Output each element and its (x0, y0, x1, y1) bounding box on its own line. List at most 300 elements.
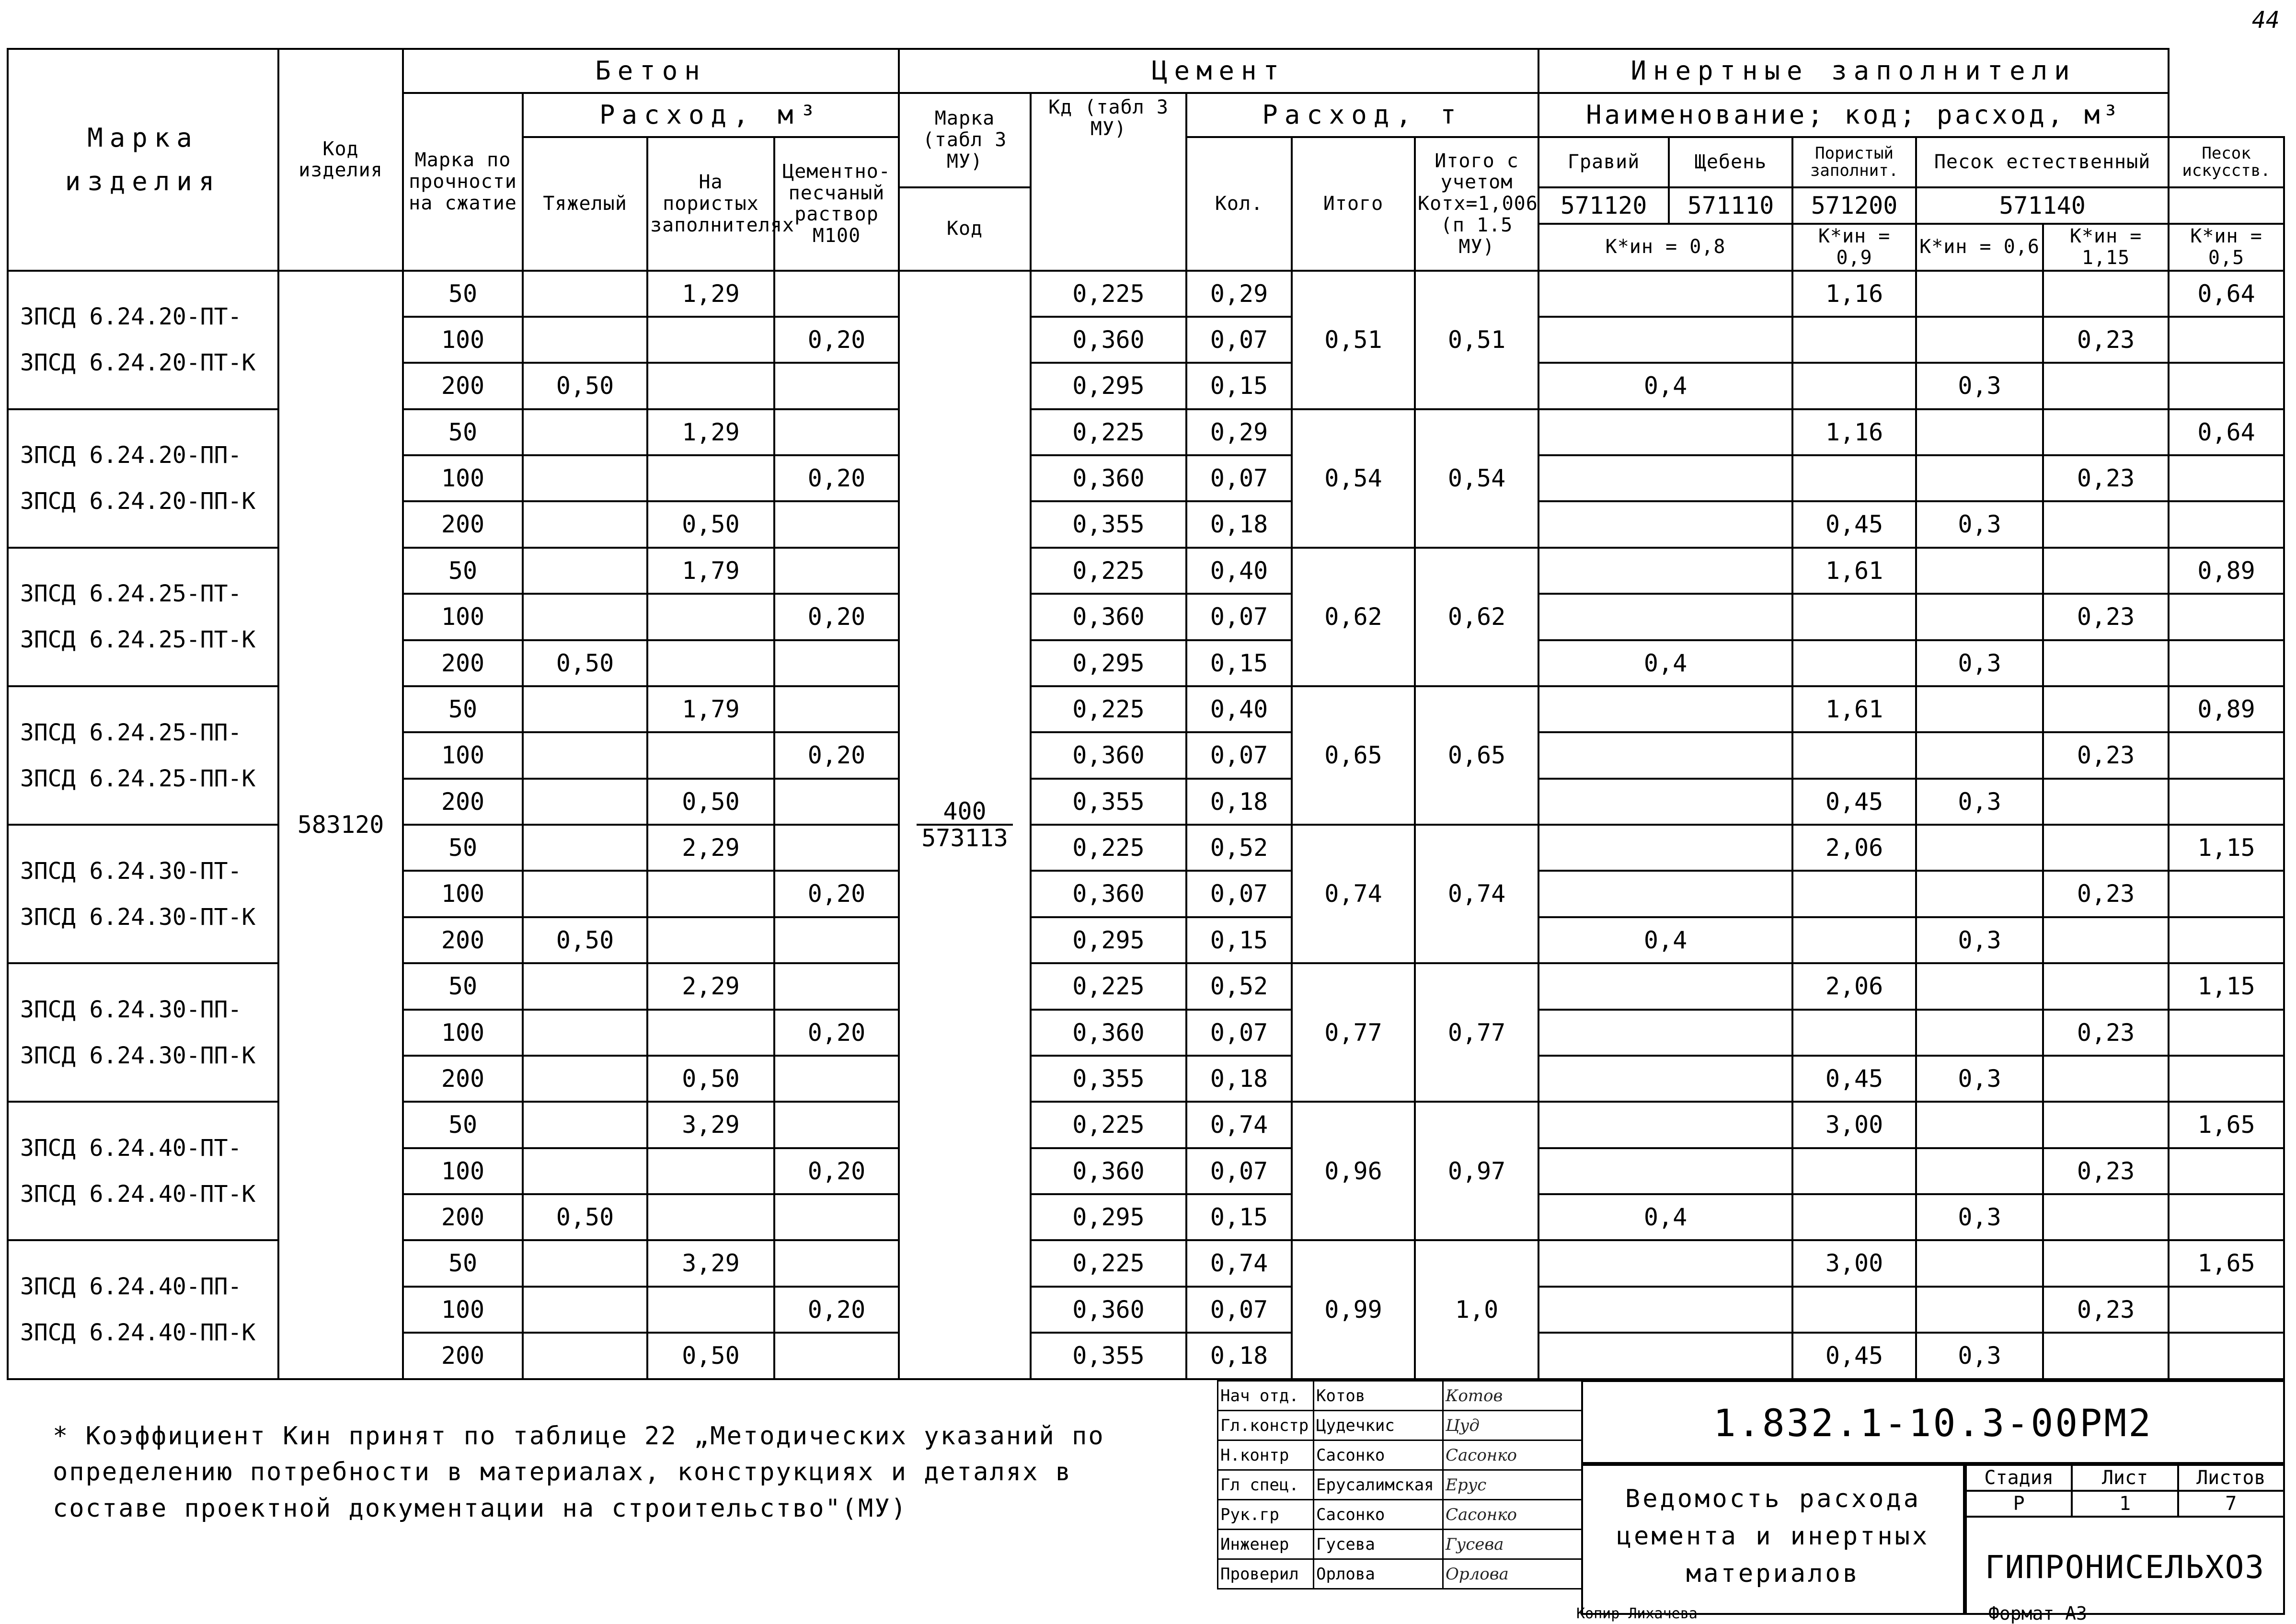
mortar-m100 (774, 640, 899, 686)
kd-value: 0,225 (1031, 686, 1186, 732)
strength-grade: 100 (403, 732, 523, 778)
cement-quantity: 0,07 (1186, 594, 1292, 640)
footnote-text: Коэффициент Кин принят по таблице 22 „Методических указаний по определению потребности в материалах, конструкциях и деталях в составе проектной документации на строительство"(МУ) (53, 1422, 1105, 1523)
gravel-crushed-value (1538, 825, 1792, 871)
porous-concrete (647, 640, 774, 686)
signature-role: Инженер (1218, 1530, 1314, 1559)
product-mark-line: 3ПСД 6.24.20-ПТ-К (20, 349, 256, 377)
sand-115-value: 0,23 (2043, 317, 2169, 363)
gravel-crushed-value (1538, 871, 1792, 917)
product-mark (8, 686, 278, 825)
sand-art-value (2169, 640, 2284, 686)
copier-note: Копир Лихачева (1576, 1605, 1698, 1622)
sand-art-value: 1,15 (2169, 825, 2284, 871)
signature-sign: Ерус (1443, 1470, 1582, 1500)
cement-quantity: 0,18 (1186, 1333, 1292, 1379)
porous-fill-value (1792, 317, 1916, 363)
sand-115-value (2043, 548, 2169, 594)
gravel-crushed-value (1538, 686, 1792, 732)
product-mark (8, 1240, 278, 1379)
strength-grade: 100 (403, 1287, 523, 1333)
header-col: Кол. (1186, 137, 1292, 270)
header-beton-rashod: Расход, м³ (523, 93, 899, 137)
sand-06-value (1916, 1148, 2043, 1194)
heavy-concrete (523, 594, 647, 640)
cement-quantity: 0,15 (1186, 363, 1292, 409)
product-mark-line: 3ПСД 6.24.25-ПТ-К (20, 626, 256, 654)
sand-art-value: 1,65 (2169, 1240, 2284, 1286)
materials-table (7, 48, 2285, 1380)
sand-115-value: 0,23 (2043, 1010, 2169, 1056)
porous-fill-value: 3,00 (1792, 1240, 1916, 1286)
gravel-crushed-value (1538, 317, 1792, 363)
sand-06-value: 0,3 (1916, 501, 2043, 547)
mortar-m100 (774, 548, 899, 594)
strength-grade: 200 (403, 917, 523, 963)
kd-value: 0,295 (1031, 640, 1186, 686)
product-mark-line: 3ПСД 6.24.30-ПТ-К (20, 903, 256, 931)
sand-art-value (2169, 1010, 2284, 1056)
cement-total-k: 0,77 (1415, 963, 1538, 1102)
gravel-crushed-value (1538, 1010, 1792, 1056)
cement-mark-fraction (917, 799, 1013, 851)
signature-sign: Орлова (1443, 1559, 1582, 1589)
porous-concrete (647, 917, 774, 963)
kd-value: 0,225 (1031, 548, 1186, 594)
k-gravel-crushed: К*ин = 0,8 (1538, 224, 1792, 271)
porous-fill-value (1792, 1194, 1916, 1240)
porous-fill-value (1792, 732, 1916, 778)
sand-art-value: 0,89 (2169, 686, 2284, 732)
porous-concrete: 3,29 (647, 1102, 774, 1148)
product-mark (8, 409, 278, 548)
mortar-m100 (774, 963, 899, 1009)
heavy-concrete (523, 548, 647, 594)
strength-grade: 200 (403, 1194, 523, 1240)
gravel-crushed-value (1538, 271, 1792, 317)
product-code: 583120 (278, 271, 403, 1379)
signature-role: Гл.констр (1218, 1411, 1314, 1440)
gravel-crushed-value (1538, 501, 1792, 547)
sand-115-value: 0,23 (2043, 1287, 2169, 1333)
sand-115-value: 0,23 (2043, 1148, 2169, 1194)
mortar-m100: 0,20 (774, 455, 899, 501)
porous-concrete (647, 317, 774, 363)
porous-fill-value: 1,16 (1792, 409, 1916, 455)
sand-115-value (2043, 409, 2169, 455)
cement-quantity: 0,40 (1186, 548, 1292, 594)
porous-concrete: 1,79 (647, 548, 774, 594)
gravel-crushed-value (1538, 1287, 1792, 1333)
mortar-m100: 0,20 (774, 317, 899, 363)
heavy-concrete (523, 1056, 647, 1102)
cement-quantity: 0,18 (1186, 1056, 1292, 1102)
porous-concrete (647, 594, 774, 640)
cement-total-k: 0,74 (1415, 825, 1538, 963)
cement-quantity: 0,74 (1186, 1102, 1292, 1148)
header-mortar: Цементно-песчаный раствор М100 (774, 137, 899, 270)
sand-06-value (1916, 871, 2043, 917)
strength-grade: 50 (403, 409, 523, 455)
sand-06-value (1916, 1287, 2043, 1333)
mortar-m100: 0,20 (774, 1010, 899, 1056)
sand-06-value: 0,3 (1916, 1333, 2043, 1379)
heavy-concrete (523, 686, 647, 732)
porous-concrete: 0,50 (647, 1056, 774, 1102)
heavy-concrete (523, 825, 647, 871)
header-itogo-k: Итого с учетом Котх=1,006 (п 1.5 МУ) (1415, 137, 1538, 270)
k-sand-art: К*ин = 0,5 (2169, 224, 2284, 271)
strength-grade: 50 (403, 825, 523, 871)
gravel-crushed-value (1538, 409, 1792, 455)
gravel-crushed-value: 0,4 (1538, 1194, 1792, 1240)
heavy-concrete: 0,50 (523, 1194, 647, 1240)
gravel-crushed-value (1538, 779, 1792, 825)
sand-115-value (2043, 686, 2169, 732)
header-porous-fill: Пористый заполнит. (1792, 137, 1916, 187)
porous-fill-value: 0,45 (1792, 779, 1916, 825)
kd-value: 0,360 (1031, 732, 1186, 778)
signature-role: Н.контр (1218, 1440, 1314, 1470)
header-sand-natural: Песок естественный (1916, 137, 2169, 187)
cement-total-k: 0,62 (1415, 548, 1538, 686)
cement-quantity: 0,07 (1186, 732, 1292, 778)
heavy-concrete (523, 871, 647, 917)
heavy-concrete (523, 732, 647, 778)
mortar-m100 (774, 825, 899, 871)
porous-fill-value: 1,61 (1792, 686, 1916, 732)
porous-fill-value (1792, 1148, 1916, 1194)
signature-sign: Котов (1443, 1381, 1582, 1411)
gravel-crushed-value (1538, 732, 1792, 778)
kd-value: 0,360 (1031, 594, 1186, 640)
porous-concrete: 3,29 (647, 1240, 774, 1286)
gravel-crushed-value (1538, 1240, 1792, 1286)
cement-quantity: 0,07 (1186, 317, 1292, 363)
porous-fill-value: 0,45 (1792, 1056, 1916, 1102)
mortar-m100 (774, 686, 899, 732)
gravel-crushed-value (1538, 1333, 1792, 1379)
cement-total: 0,65 (1292, 686, 1415, 825)
strength-grade: 100 (403, 1010, 523, 1056)
header-heavy: Тяжелый (523, 137, 647, 270)
cement-quantity: 0,07 (1186, 871, 1292, 917)
signature-name: Цудечкис (1314, 1411, 1443, 1440)
gravel-crushed-value (1538, 1148, 1792, 1194)
product-mark-line: 3ПСД 6.24.20-ПП- (20, 442, 242, 469)
mortar-m100 (774, 1333, 899, 1379)
page-number: 44 (2252, 7, 2280, 34)
kd-value: 0,360 (1031, 871, 1186, 917)
sand-115-value (2043, 1240, 2169, 1286)
header-beton: Бетон (403, 49, 899, 93)
sand-06-value (1916, 963, 2043, 1009)
sand-115-value (2043, 1056, 2169, 1102)
mortar-m100 (774, 271, 899, 317)
porous-fill-value (1792, 640, 1916, 686)
sand-115-value: 0,23 (2043, 871, 2169, 917)
kd-value: 0,360 (1031, 455, 1186, 501)
porous-concrete: 1,79 (647, 686, 774, 732)
sand-art-value: 1,15 (2169, 963, 2284, 1009)
heavy-concrete (523, 963, 647, 1009)
heavy-concrete (523, 1287, 647, 1333)
format-note: Формат А3 (1988, 1603, 2087, 1624)
strength-grade: 200 (403, 1056, 523, 1102)
porous-concrete: 0,50 (647, 501, 774, 547)
sand-art-value (2169, 501, 2284, 547)
cement-quantity: 0,29 (1186, 271, 1292, 317)
organization: ГИПРОНИСЕЛЬХОЗ (1965, 1516, 2285, 1615)
cement-mark-code (899, 271, 1031, 1379)
product-mark-line: 3ПСД 6.24.40-ПТ- (20, 1134, 242, 1162)
sand-06-value: 0,3 (1916, 363, 2043, 409)
sand-art-value (2169, 317, 2284, 363)
header-cement: Цемент (899, 49, 1538, 93)
kd-value: 0,295 (1031, 363, 1186, 409)
strength-grade: 200 (403, 363, 523, 409)
table-row (8, 271, 2284, 317)
title-block (1217, 1380, 2285, 1615)
sand-06-value: 0,3 (1916, 640, 2043, 686)
header-mark: Марка изделия (8, 49, 278, 271)
gravel-crushed-value (1538, 1056, 1792, 1102)
cement-quantity: 0,52 (1186, 825, 1292, 871)
product-mark-line: 3ПСД 6.24.20-ПТ- (20, 303, 242, 331)
strength-grade: 200 (403, 501, 523, 547)
strength-grade: 100 (403, 455, 523, 501)
cement-mark-value: 400 (917, 799, 1013, 826)
sand-art-value: 0,64 (2169, 409, 2284, 455)
cement-total: 0,99 (1292, 1240, 1415, 1379)
header-cement-code: Код (899, 187, 1031, 270)
strength-grade: 50 (403, 686, 523, 732)
kd-value: 0,295 (1031, 917, 1186, 963)
mortar-m100 (774, 917, 899, 963)
porous-fill-value (1792, 871, 1916, 917)
porous-concrete (647, 871, 774, 917)
sand-art-value (2169, 871, 2284, 917)
signature-sign: Сасонко (1443, 1500, 1582, 1530)
strength-grade: 50 (403, 963, 523, 1009)
heavy-concrete (523, 779, 647, 825)
doc-title: Ведомость расхода цемента и инертных материалов (1581, 1464, 1965, 1615)
footnote-star: * (53, 1422, 69, 1451)
mortar-m100 (774, 1056, 899, 1102)
mortar-m100: 0,20 (774, 871, 899, 917)
gravel-crushed-value (1538, 548, 1792, 594)
porous-concrete (647, 1194, 774, 1240)
product-mark-line: 3ПСД 6.24.40-ПП- (20, 1273, 242, 1301)
cement-code-value: 573113 (921, 824, 1008, 852)
header-cement-rashod: Расход, т (1186, 93, 1538, 137)
header-inert: Инертные заполнители (1538, 49, 2169, 93)
signature-name: Сасонко (1314, 1440, 1443, 1470)
signature-role: Нач отд. (1218, 1381, 1314, 1411)
product-mark-line: 3ПСД 6.24.30-ПП-К (20, 1042, 256, 1069)
kd-value: 0,225 (1031, 963, 1186, 1009)
cement-quantity: 0,40 (1186, 686, 1292, 732)
mortar-m100 (774, 501, 899, 547)
porous-fill-value (1792, 455, 1916, 501)
sand-art-value (2169, 1287, 2284, 1333)
heavy-concrete (523, 409, 647, 455)
sand-06-value: 0,3 (1916, 917, 2043, 963)
gravel-crushed-value (1538, 963, 1792, 1009)
product-mark (8, 548, 278, 686)
mortar-m100: 0,20 (774, 594, 899, 640)
cement-quantity: 0,18 (1186, 501, 1292, 547)
kd-value: 0,360 (1031, 1287, 1186, 1333)
cement-quantity: 0,15 (1186, 917, 1292, 963)
porous-concrete (647, 363, 774, 409)
header-beton-strength: Марка по прочности на сжатие (403, 93, 523, 270)
product-mark-line: 3ПСД 6.24.40-ПП-К (20, 1319, 256, 1347)
strength-grade: 100 (403, 317, 523, 363)
cement-quantity: 0,07 (1186, 1010, 1292, 1056)
mortar-m100 (774, 363, 899, 409)
sand-115-value (2043, 963, 2169, 1009)
sand-06-value (1916, 271, 2043, 317)
sand-115-value: 0,23 (2043, 455, 2169, 501)
sand-06-value (1916, 317, 2043, 363)
header-itogo: Итого (1292, 137, 1415, 270)
porous-concrete: 0,50 (647, 1333, 774, 1379)
heavy-concrete (523, 501, 647, 547)
doc-code: 1.832.1-10.3-00РМ2 (1581, 1380, 2285, 1464)
sand-06-value: 0,3 (1916, 779, 2043, 825)
signature-row (1218, 1440, 1582, 1470)
porous-fill-value (1792, 1010, 1916, 1056)
porous-fill-value: 2,06 (1792, 963, 1916, 1009)
porous-concrete: 1,29 (647, 271, 774, 317)
sand-art-value (2169, 363, 2284, 409)
porous-concrete (647, 1287, 774, 1333)
porous-concrete (647, 455, 774, 501)
strength-grade: 50 (403, 1102, 523, 1148)
sand-art-value (2169, 594, 2284, 640)
mortar-m100: 0,20 (774, 1287, 899, 1333)
heavy-concrete: 0,50 (523, 363, 647, 409)
sand-115-value (2043, 825, 2169, 871)
signature-row (1218, 1530, 1582, 1559)
porous-fill-value (1792, 917, 1916, 963)
kd-value: 0,355 (1031, 1056, 1186, 1102)
cement-total-k: 0,51 (1415, 271, 1538, 409)
sand-115-value (2043, 1333, 2169, 1379)
k-porous: К*ин = 0,9 (1792, 224, 1916, 271)
cement-quantity: 0,18 (1186, 779, 1292, 825)
kd-value: 0,355 (1031, 501, 1186, 547)
sand-115-value: 0,23 (2043, 594, 2169, 640)
header-cement-mark: Марка (табл 3 МУ) (899, 93, 1031, 187)
header-kd: Кд (табл 3 МУ) (1031, 93, 1186, 270)
cement-quantity: 0,07 (1186, 1148, 1292, 1194)
kd-value: 0,225 (1031, 1240, 1186, 1286)
signature-row (1218, 1500, 1582, 1530)
kd-value: 0,225 (1031, 271, 1186, 317)
heavy-concrete (523, 1240, 647, 1286)
sand-art-value: 0,64 (2169, 271, 2284, 317)
product-mark-line: 3ПСД 6.24.20-ПП-К (20, 488, 256, 515)
mortar-m100: 0,20 (774, 1148, 899, 1194)
gravel-crushed-value (1538, 594, 1792, 640)
porous-fill-value: 0,45 (1792, 501, 1916, 547)
sand-115-value (2043, 271, 2169, 317)
cement-quantity: 0,74 (1186, 1240, 1292, 1286)
porous-concrete: 2,29 (647, 963, 774, 1009)
sand-art-value (2169, 732, 2284, 778)
sand-06-value (1916, 594, 2043, 640)
strength-grade: 200 (403, 1333, 523, 1379)
cement-quantity: 0,15 (1186, 640, 1292, 686)
cement-total: 0,96 (1292, 1102, 1415, 1240)
code-porous: 571200 (1792, 187, 1916, 223)
mortar-m100 (774, 779, 899, 825)
product-mark-line: 3ПСД 6.24.25-ПП-К (20, 765, 256, 792)
signature-sign: Цуд (1443, 1411, 1582, 1440)
porous-fill-value: 1,61 (1792, 548, 1916, 594)
header-inert-naim: Наименование; код; расход, м³ (1538, 93, 2169, 137)
heavy-concrete (523, 1148, 647, 1194)
heavy-concrete (523, 1102, 647, 1148)
sand-art-value (2169, 1148, 2284, 1194)
strength-grade: 100 (403, 871, 523, 917)
stage-value: Р (1966, 1491, 2072, 1517)
sheets-value: 7 (2178, 1491, 2284, 1517)
strength-grade: 200 (403, 779, 523, 825)
kd-value: 0,295 (1031, 1194, 1186, 1240)
heavy-concrete (523, 455, 647, 501)
porous-fill-value (1792, 363, 1916, 409)
sand-art-value (2169, 1056, 2284, 1102)
cement-total-k: 0,54 (1415, 409, 1538, 548)
porous-concrete: 0,50 (647, 779, 774, 825)
heavy-concrete (523, 1333, 647, 1379)
cement-total-k: 0,65 (1415, 686, 1538, 825)
sand-06-value: 0,3 (1916, 1194, 2043, 1240)
header-sand-artificial: Песок искусств. (2169, 137, 2284, 187)
stage-label: Стадия (1966, 1465, 2072, 1491)
sand-06-value (1916, 455, 2043, 501)
cement-total-k: 0,97 (1415, 1102, 1538, 1240)
sand-06-value (1916, 825, 2043, 871)
mortar-m100 (774, 1102, 899, 1148)
cement-quantity: 0,15 (1186, 1194, 1292, 1240)
sheets-label: Листов (2178, 1465, 2284, 1491)
mortar-m100 (774, 1240, 899, 1286)
signature-role: Рук.гр (1218, 1500, 1314, 1530)
strength-grade: 50 (403, 548, 523, 594)
strength-grade: 200 (403, 640, 523, 686)
kd-value: 0,360 (1031, 1010, 1186, 1056)
kd-value: 0,360 (1031, 1148, 1186, 1194)
signature-row (1218, 1470, 1582, 1500)
heavy-concrete: 0,50 (523, 917, 647, 963)
signature-sign: Сасонко (1443, 1440, 1582, 1470)
product-mark (8, 1102, 278, 1240)
sand-06-value (1916, 732, 2043, 778)
kd-value: 0,225 (1031, 825, 1186, 871)
signature-name: Ерусалимская (1314, 1470, 1443, 1500)
porous-concrete (647, 732, 774, 778)
heavy-concrete (523, 317, 647, 363)
heavy-concrete (523, 271, 647, 317)
strength-grade: 50 (403, 1240, 523, 1286)
sand-art-value (2169, 779, 2284, 825)
sand-115-value (2043, 501, 2169, 547)
kd-value: 0,225 (1031, 1102, 1186, 1148)
